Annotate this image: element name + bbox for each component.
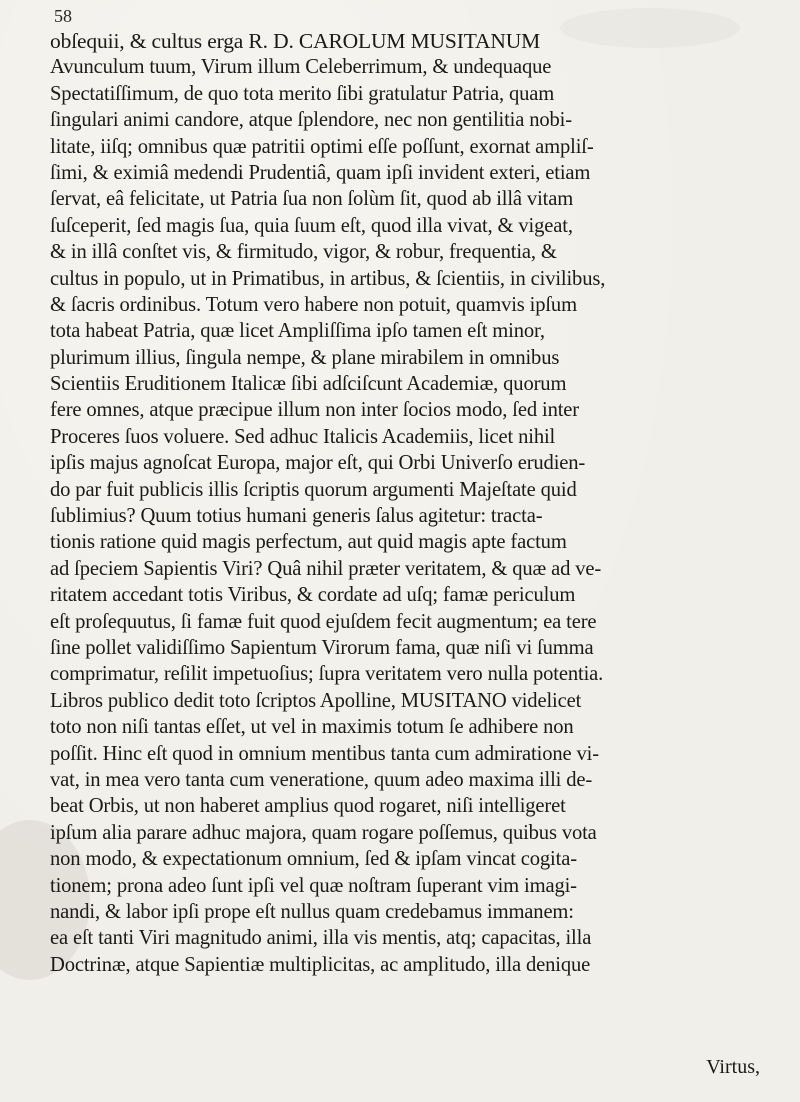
text-line: plurimum illius, ſingula nempe, & plane mirabilem in omnibus — [50, 346, 560, 369]
text-line: poſſit. Hinc eſt quod in omnium mentibus tanta cum admiratione vi- — [50, 742, 599, 765]
text-line: tionem; prona adeo ſunt ipſi vel quæ noſtram ſuperant vim imagi- — [50, 874, 577, 897]
text-line: ſimi, & eximiâ medendi Prudentiâ, quam ipſi invident exteri, etiam — [50, 161, 591, 184]
text-line: Spectatiſſimum, de quo tota merito ſibi gratulatur Patria, quam — [50, 82, 555, 105]
text-line: & in illâ conſtet vis, & firmitudo, vigor, & robur, frequentia, & — [50, 241, 557, 264]
text-line: ſublimius? Quum totius humani generis ſalus agitetur: tracta- — [50, 505, 543, 528]
text-line: obſequii, & cultus erga R. D. CAROLUM MUSITANUM — [50, 29, 541, 53]
text-line: ad ſpeciem Sapientis Viri? Quâ nihil præter veritatem, & quæ ad ve- — [50, 557, 602, 580]
catchword: Virtus, — [706, 1056, 760, 1078]
text-line: ſuſceperit, ſed magis ſua, quia ſuum eſt, quod illa vivat, & vigeat, — [50, 214, 573, 237]
text-line: tionis ratione quid magis perfectum, aut quid magis apte factum — [50, 531, 567, 554]
text-line: eſt proſequutus, ſi famæ fuit quod ejuſdem fecit augmentum; ea tere — [50, 610, 597, 633]
text-line: ritatem accedant totis Viribus, & cordate ad uſq; famæ periculum — [50, 584, 576, 607]
text-line: ea eſt tanti Viri magnitudo animi, illa vis mentis, atq; capacitas, illa — [50, 927, 592, 950]
text-line: ipſis majus agnoſcat Europa, major eſt, qui Orbi Univerſo erudien- — [50, 452, 586, 475]
text-line: ſervat, eâ felicitate, ut Patria ſua non ſolùm ſit, quod ab illâ vitam — [50, 188, 574, 211]
text-line: Proceres ſuos voluere. Sed adhuc Italicis Academiis, licet nihil — [50, 425, 556, 448]
text-line: Scientiis Eruditionem Italicæ ſibi adſciſcunt Academiæ, quorum — [50, 373, 567, 396]
text-line: litate, iiſq; omnibus quæ patritii optimi eſſe poſſunt, exornat ampliſ- — [50, 135, 594, 158]
text-line: do par fuit publicis illis ſcriptis quorum argumenti Majeſtate quid — [50, 478, 577, 501]
text-line: tota habeat Patria, quæ licet Ampliſſima ipſo tamen eſt minor, — [50, 320, 545, 343]
text-line: vat, in mea vero tanta cum veneratione, quum adeo maxima illi de- — [50, 768, 593, 791]
text-line: toto non niſi tantas eſſet, ut vel in maximis totum ſe adhibere non — [50, 716, 574, 739]
text-line: fere omnes, atque præcipue illum non inter ſocios modo, ſed inter — [50, 399, 579, 422]
text-line: ſine pollet validiſſimo Sapientum Virorum fama, quæ niſi vi ſumma — [50, 636, 594, 659]
text-line: ſingulari animi candore, atque ſplendore, nec non gentilitia nobi- — [50, 109, 572, 132]
body-text — [50, 28, 768, 978]
text-line: nandi, & labor ipſi prope eſt nullus quam credebamus immanem: — [50, 900, 574, 923]
text-line: & ſacris ordinibus. Totum vero habere non potuit, quamvis ipſum — [50, 293, 577, 316]
text-line: non modo, & expectationum omnium, ſed & ipſam vincat cogita- — [50, 848, 577, 871]
text-line: Libros publico dedit toto ſcriptos Apolline, MUSITANO videlicet — [50, 689, 582, 712]
text-line: beat Orbis, ut non haberet amplius quod rogaret, niſi intelligeret — [50, 795, 566, 818]
text-line: Avunculum tuum, Virum illum Celeberrimum, & undequaque — [50, 56, 552, 79]
text-line: cultus in populo, ut in Primatibus, in artibus, & ſcientiis, in civilibus, — [50, 267, 606, 290]
text-line: Doctrinæ, atque Sapientiæ multiplicitas, ac amplitudo, illa denique — [50, 953, 591, 976]
text-line: comprimatur, reſilit impetuoſius; ſupra veritatem vero nulla potentia. — [50, 663, 604, 686]
page-number: 58 — [54, 6, 72, 26]
text-line: ipſum alia parare adhuc majora, quam rogare poſſemus, quibus vota — [50, 821, 597, 844]
